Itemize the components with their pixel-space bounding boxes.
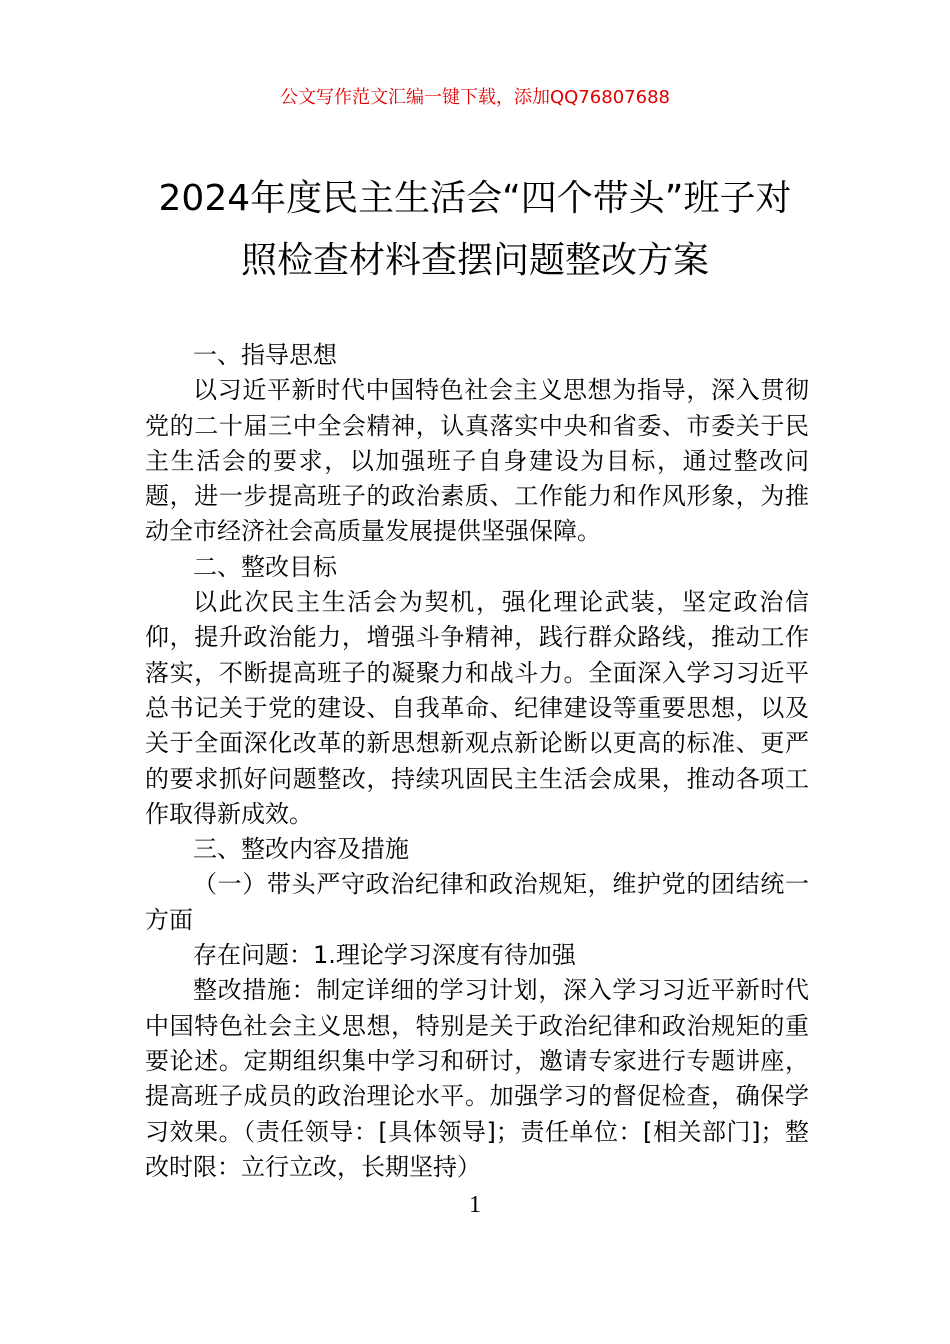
document-title [145,168,805,292]
heading-rectification-goals: 二、整改目标 [193,552,337,581]
paragraph-rectification-measures: 整改措施：制定详细的学习计划，深入学习习近平新时代中国特色社会主义思想，特别是关于政治纪律和政治规矩的重要论述。定期组织集中学习和研讨，邀请专家进行专题讲座，提高班子成员的政治理论水平。加强学习的督促检查，确保学习效果。（责任领导：[具体领导]；责任单位：[相关部门]；整改时限：立行立改，长期坚持） [145,976,809,1181]
title-line-1: 2024年度民主生活会“四个带头”班子对 [158,178,792,219]
heading-content-and-measures: 三、整改内容及措施 [193,835,409,864]
heading-guiding-thought: 一、指导思想 [193,341,337,369]
title-line-2: 照检查材料查摆问题整改方案 [240,240,709,281]
document-body [145,338,809,1185]
paragraph-rectification-goals: 以此次民主生活会为契机，强化理论武装，坚定政治信仰，提升政治能力，增强斗争精神，践行群众路线，推动工作落实，不断提高班子的凝聚力和战斗力。全面深入学习习近平总书记关于党的建设、自我革命、纪律建设等重要思想，以及关于全面深化改革的新思想新观点新论断以更高的标准、更严的要求抓好问题整改，持续巩固民主生活会成果，推动各项工作取得新成效。 [145,588,809,828]
paragraph-existing-problem: 存在问题：1.理论学习深度有待加强 [193,941,576,970]
page-number: 1 [469,1192,481,1218]
paragraph-guiding-thought: 以习近平新时代中国特色社会主义思想为指导，深入贯彻党的二十届三中全会精神，认真落实中央和省委、市委关于民主生活会的要求，以加强班子自身建设为目标，通过整改问题，进一步提高班子的政治素质、工作能力和作风形象，为推动全市经济社会高质量发展提供坚强保障。 [145,376,809,546]
subheading-political-discipline: （一）带头严守政治纪律和政治规矩，维护党的团结统一方面 [145,870,809,934]
watermark-text: 公文写作范文汇编一键下载，添加QQ76807688 [280,87,670,108]
